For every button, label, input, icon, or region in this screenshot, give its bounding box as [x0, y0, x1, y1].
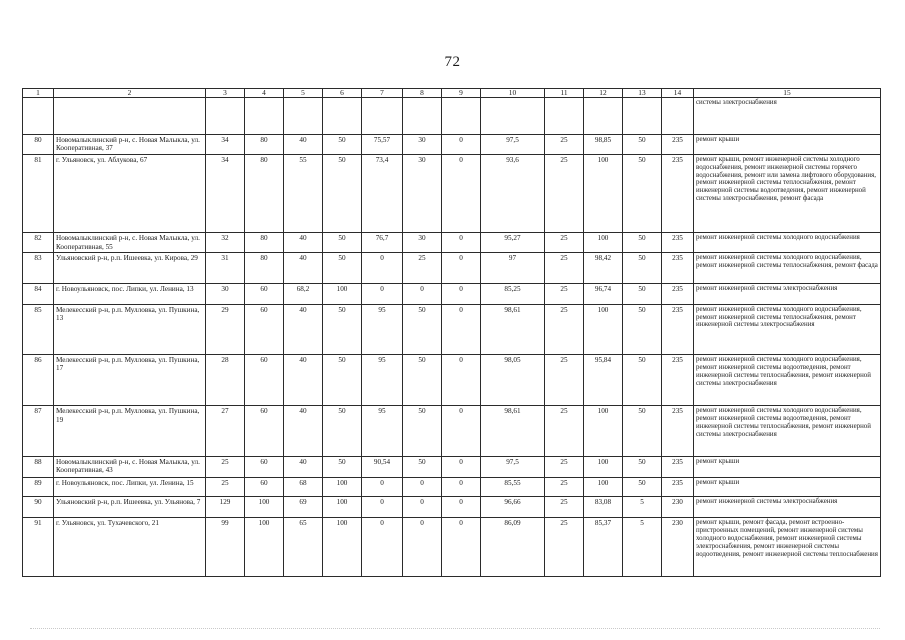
table-cell-value: 80	[245, 154, 284, 233]
table-cell-value: 129	[206, 497, 245, 518]
table-cell-value: 0	[442, 154, 481, 233]
table-cell-value: 98,61	[481, 406, 545, 456]
table-cell-value: 100	[584, 154, 623, 233]
table-cell-value: 25	[206, 456, 245, 477]
table-cell-value: 100	[323, 284, 362, 304]
table-cell-value: 0	[442, 355, 481, 406]
table-cell-value: 50	[323, 456, 362, 477]
table-cell-value: 0	[403, 518, 442, 577]
table-cell-value: 90,54	[362, 456, 403, 477]
table-cell-value: 85,55	[481, 478, 545, 497]
table-cell-value: 76,7	[362, 233, 403, 253]
table-cell-value: 50	[323, 154, 362, 233]
table-cell-value: 98,85	[584, 134, 623, 154]
column-header: 15	[694, 89, 881, 98]
table-cell-value: 75,57	[362, 134, 403, 154]
table-cell-value: 95	[362, 355, 403, 406]
table-cell-value: 85,25	[481, 284, 545, 304]
table-cell-works: ремонт инженерной системы холодного водоснабжения	[694, 233, 881, 253]
table-cell-value: 50	[623, 355, 662, 406]
table-cell-value: 40	[284, 355, 323, 406]
column-header: 10	[481, 89, 545, 98]
column-header: 2	[54, 89, 206, 98]
table-cell-value: 100	[584, 304, 623, 354]
table-cell	[403, 98, 442, 134]
table-cell-value: 0	[442, 497, 481, 518]
table-cell-address: Ульяновский р-н, р.п. Ишеевка, ул. Кирова, 29	[54, 253, 206, 284]
table-cell-value: 95,84	[584, 355, 623, 406]
table-cell-value: 0	[442, 253, 481, 284]
table-row	[23, 456, 881, 477]
table-cell-value: 100	[323, 497, 362, 518]
table-cell	[284, 98, 323, 134]
table-cell-value: 25	[403, 253, 442, 284]
table-cell	[442, 98, 481, 134]
table-cell-value: 100	[584, 233, 623, 253]
table-cell-value: 50	[623, 253, 662, 284]
column-header: 5	[284, 89, 323, 98]
table-cell-works: ремонт крыши	[694, 478, 881, 497]
table-body	[23, 98, 881, 577]
table-cell-value: 50	[323, 253, 362, 284]
table-cell-value: 25	[545, 478, 584, 497]
table-cell-number: 83	[23, 253, 54, 284]
table-cell-value: 230	[662, 518, 694, 577]
table-cell-value: 30	[206, 284, 245, 304]
column-header: 8	[403, 89, 442, 98]
table-cell-value: 235	[662, 355, 694, 406]
table-cell-value: 235	[662, 284, 694, 304]
table-cell-value: 50	[323, 233, 362, 253]
table-cell-address: Мелекесский р-н, р.п. Мулловка, ул. Пушкина, 13	[54, 304, 206, 354]
table-cell-value: 0	[362, 478, 403, 497]
table-cell-value: 98,05	[481, 355, 545, 406]
table-cell-value: 28	[206, 355, 245, 406]
table-cell-value: 30	[403, 233, 442, 253]
table-cell-address: Новомалыклинский р-н, с. Новая Малыкла, ул. Кооперативная, 55	[54, 233, 206, 253]
table-cell-value: 60	[245, 406, 284, 456]
table-cell-value: 80	[245, 233, 284, 253]
table-cell-value: 50	[623, 304, 662, 354]
table-cell-value: 50	[403, 406, 442, 456]
table-cell-number: 80	[23, 134, 54, 154]
table-cell-value: 60	[245, 478, 284, 497]
table-cell-value: 25	[545, 497, 584, 518]
table-cell-address: Мелекесский р-н, р.п. Мулловка, ул. Пушкина, 19	[54, 406, 206, 456]
table-row	[23, 355, 881, 406]
table-cell-number: 91	[23, 518, 54, 577]
table-cell-value: 50	[403, 355, 442, 406]
table-cell-value: 40	[284, 134, 323, 154]
table-cell-value: 32	[206, 233, 245, 253]
table-cell-value: 55	[284, 154, 323, 233]
table-cell-value: 25	[545, 134, 584, 154]
table-cell-value: 100	[584, 456, 623, 477]
table-cell-works: ремонт инженерной системы электроснабжения	[694, 284, 881, 304]
table-cell-address: Новомалыклинский р-н, с. Новая Малыкла, ул. Кооперативная, 37	[54, 134, 206, 154]
table-cell-value: 80	[245, 253, 284, 284]
table-cell-value: 60	[245, 355, 284, 406]
table-cell-number: 82	[23, 233, 54, 253]
table-cell-works: ремонт инженерной системы холодного водоснабжения, ремонт инженерной системы водоотведения, ремонт инженерной системы теплоснабжения, ремонт инженерной системы электроснабжения	[694, 406, 881, 456]
table-row	[23, 518, 881, 577]
table-cell-address: Мелекесский р-н, р.п. Мулловка, ул. Пушкина, 17	[54, 355, 206, 406]
table-cell-value: 25	[545, 154, 584, 233]
table-cell-value: 80	[245, 134, 284, 154]
table-cell-number: 88	[23, 456, 54, 477]
table-cell-value: 0	[362, 253, 403, 284]
table-cell-value: 25	[545, 304, 584, 354]
table-cell-works: ремонт крыши	[694, 456, 881, 477]
table-cell	[584, 98, 623, 134]
table-cell-number: 84	[23, 284, 54, 304]
table-cell-value: 86,09	[481, 518, 545, 577]
table-cell-value: 0	[403, 284, 442, 304]
table-cell	[662, 98, 694, 134]
table-cell-value: 235	[662, 253, 694, 284]
table-cell-value: 25	[206, 478, 245, 497]
table-cell-value: 25	[545, 518, 584, 577]
table-cell	[54, 98, 206, 134]
table-cell-value: 93,6	[481, 154, 545, 233]
table-cell-number: 90	[23, 497, 54, 518]
table-cell-number: 81	[23, 154, 54, 233]
table-cell-value: 97,5	[481, 456, 545, 477]
table-cell-value: 235	[662, 478, 694, 497]
table-row	[23, 304, 881, 354]
table-cell-address: г. Новоульяновск, пос. Липки, ул. Ленина, 13	[54, 284, 206, 304]
table-cell-value: 50	[403, 456, 442, 477]
continuation-row	[23, 98, 881, 134]
table-cell-value: 0	[442, 233, 481, 253]
table-cell-value: 50	[623, 478, 662, 497]
table-cell-value: 50	[623, 284, 662, 304]
table-cell	[362, 98, 403, 134]
table-cell-value: 40	[284, 253, 323, 284]
page-number: 72	[444, 54, 461, 70]
table-cell-value: 5	[623, 497, 662, 518]
table-cell-value: 30	[403, 134, 442, 154]
table-cell-value: 0	[442, 406, 481, 456]
table-cell-address: Ульяновский р-н, р.п. Ишеевка, ул. Ульянова, 7	[54, 497, 206, 518]
table-cell-value: 96,66	[481, 497, 545, 518]
column-header: 9	[442, 89, 481, 98]
header-row	[23, 89, 881, 98]
table-cell	[23, 98, 54, 134]
table-cell-value: 60	[245, 284, 284, 304]
table-cell-value: 50	[403, 304, 442, 354]
table-cell-value: 68	[284, 478, 323, 497]
program-table-container	[22, 88, 880, 577]
table-cell-value: 65	[284, 518, 323, 577]
table-cell-works: ремонт инженерной системы холодного водоснабжения, ремонт инженерной системы водоотведения, ремонт инженерной системы теплоснабжения, ремонт инженерной системы электроснабжения	[694, 355, 881, 406]
table-cell-value: 25	[545, 406, 584, 456]
table-cell-value: 40	[284, 406, 323, 456]
table-cell-value: 235	[662, 304, 694, 354]
column-header: 1	[23, 89, 54, 98]
table-cell-value: 99	[206, 518, 245, 577]
table-cell-value: 50	[623, 456, 662, 477]
table-cell-works: ремонт крыши	[694, 134, 881, 154]
column-header: 11	[545, 89, 584, 98]
table-cell-value: 50	[623, 134, 662, 154]
table-cell-number: 86	[23, 355, 54, 406]
table-cell-value: 100	[584, 478, 623, 497]
table-cell-value: 235	[662, 134, 694, 154]
table-cell	[545, 98, 584, 134]
table-cell-value: 25	[545, 253, 584, 284]
table-cell	[206, 98, 245, 134]
table-cell-value: 97,5	[481, 134, 545, 154]
table-cell-value: 95	[362, 406, 403, 456]
table-cell-works: ремонт инженерной системы электроснабжения	[694, 497, 881, 518]
table-cell-value: 40	[284, 304, 323, 354]
table-cell-value: 0	[403, 478, 442, 497]
table-row	[23, 253, 881, 284]
table-cell-works: ремонт инженерной системы холодного водоснабжения, ремонт инженерной системы теплоснабжения, ремонт фасада	[694, 253, 881, 284]
table-cell-value: 235	[662, 406, 694, 456]
table-row	[23, 134, 881, 154]
table-row	[23, 284, 881, 304]
table-cell-value: 34	[206, 154, 245, 233]
column-header: 14	[662, 89, 694, 98]
table-cell-value: 25	[545, 355, 584, 406]
table-cell-value: 85,37	[584, 518, 623, 577]
table-cell-value: 100	[584, 406, 623, 456]
program-table	[22, 88, 881, 577]
scan-artifact-line	[30, 628, 880, 631]
table-cell-value: 0	[442, 478, 481, 497]
table-cell-value: 235	[662, 154, 694, 233]
table-cell-works: ремонт инженерной системы холодного водоснабжения, ремонт инженерной системы теплоснабжения, ремонт инженерной системы электроснабжения	[694, 304, 881, 354]
table-cell-value: 97	[481, 253, 545, 284]
table-cell-value: 50	[323, 406, 362, 456]
table-cell-value: 60	[245, 304, 284, 354]
table-cell-value: 29	[206, 304, 245, 354]
table-cell-value: 0	[403, 497, 442, 518]
column-header: 4	[245, 89, 284, 98]
table-cell-value: 40	[284, 456, 323, 477]
table-cell	[481, 98, 545, 134]
table-cell-value: 25	[545, 456, 584, 477]
column-header: 12	[584, 89, 623, 98]
column-header: 13	[623, 89, 662, 98]
table-cell-value: 27	[206, 406, 245, 456]
table-cell	[623, 98, 662, 134]
table-cell-works: системы электроснабжения	[694, 98, 881, 134]
table-cell-value: 0	[442, 134, 481, 154]
table-cell-value: 40	[284, 233, 323, 253]
column-header: 6	[323, 89, 362, 98]
table-cell-value: 69	[284, 497, 323, 518]
table-row	[23, 233, 881, 253]
table-cell-value: 73,4	[362, 154, 403, 233]
table-cell-value: 100	[245, 518, 284, 577]
table-cell-value: 0	[362, 497, 403, 518]
table-cell-value: 30	[403, 154, 442, 233]
table-cell-value: 235	[662, 233, 694, 253]
table-row	[23, 497, 881, 518]
table-row	[23, 478, 881, 497]
table-cell-value: 0	[362, 284, 403, 304]
table-cell-address: Новомалыклинский р-н, с. Новая Малыкла, ул. Кооперативная, 43	[54, 456, 206, 477]
table-cell-number: 89	[23, 478, 54, 497]
table-cell-value: 34	[206, 134, 245, 154]
table-cell-value: 100	[323, 518, 362, 577]
table-row	[23, 154, 881, 233]
table-cell-value: 50	[623, 233, 662, 253]
table-cell-value: 0	[442, 518, 481, 577]
table-cell-value: 68,2	[284, 284, 323, 304]
table-cell	[323, 98, 362, 134]
table-cell	[245, 98, 284, 134]
table-cell-value: 98,42	[584, 253, 623, 284]
table-cell-value: 0	[362, 518, 403, 577]
table-cell-value: 96,74	[584, 284, 623, 304]
table-cell-value: 0	[442, 284, 481, 304]
table-cell-works: ремонт крыши, ремонт фасада, ремонт встроенно-пристроенных помещений, ремонт инженерной системы холодного водоснабжения, ремонт инженерной системы электроснабжения, ремонт инженерной системы водоотведения, ремонт инженерной системы теплоснабжения	[694, 518, 881, 577]
table-cell-value: 60	[245, 456, 284, 477]
table-cell-value: 0	[442, 304, 481, 354]
column-header: 3	[206, 89, 245, 98]
table-cell-number: 87	[23, 406, 54, 456]
table-cell-value: 25	[545, 284, 584, 304]
table-cell-value: 50	[623, 406, 662, 456]
table-cell-value: 100	[323, 478, 362, 497]
table-cell-value: 50	[323, 134, 362, 154]
table-row	[23, 406, 881, 456]
table-cell-value: 95	[362, 304, 403, 354]
table-cell-address: г. Новоульяновск, пос. Липки, ул. Ленина, 15	[54, 478, 206, 497]
table-cell-value: 0	[442, 456, 481, 477]
table-cell-value: 235	[662, 456, 694, 477]
table-cell-value: 83,08	[584, 497, 623, 518]
table-cell-value: 50	[323, 304, 362, 354]
table-cell-works: ремонт крыши, ремонт инженерной системы холодного водоснабжения, ремонт инженерной системы горячего водоснабжения, ремонт или замена лифтового оборудования, ремонт инженерной системы теплоснабжения, ремонт инженерной системы водоотведения, ремонт инженерной системы электроснабжения, ремонт фасада	[694, 154, 881, 233]
table-cell-value: 230	[662, 497, 694, 518]
table-cell-address: г. Ульяновск, ул. Аблукова, 67	[54, 154, 206, 233]
table-cell-value: 25	[545, 233, 584, 253]
table-cell-value: 31	[206, 253, 245, 284]
table-cell-address: г. Ульяновск, ул. Тухачевского, 21	[54, 518, 206, 577]
table-cell-value: 50	[623, 154, 662, 233]
table-cell-value: 50	[323, 355, 362, 406]
table-cell-value: 100	[245, 497, 284, 518]
table-cell-value: 95,27	[481, 233, 545, 253]
table-cell-number: 85	[23, 304, 54, 354]
column-header: 7	[362, 89, 403, 98]
table-cell-value: 98,61	[481, 304, 545, 354]
table-cell-value: 5	[623, 518, 662, 577]
